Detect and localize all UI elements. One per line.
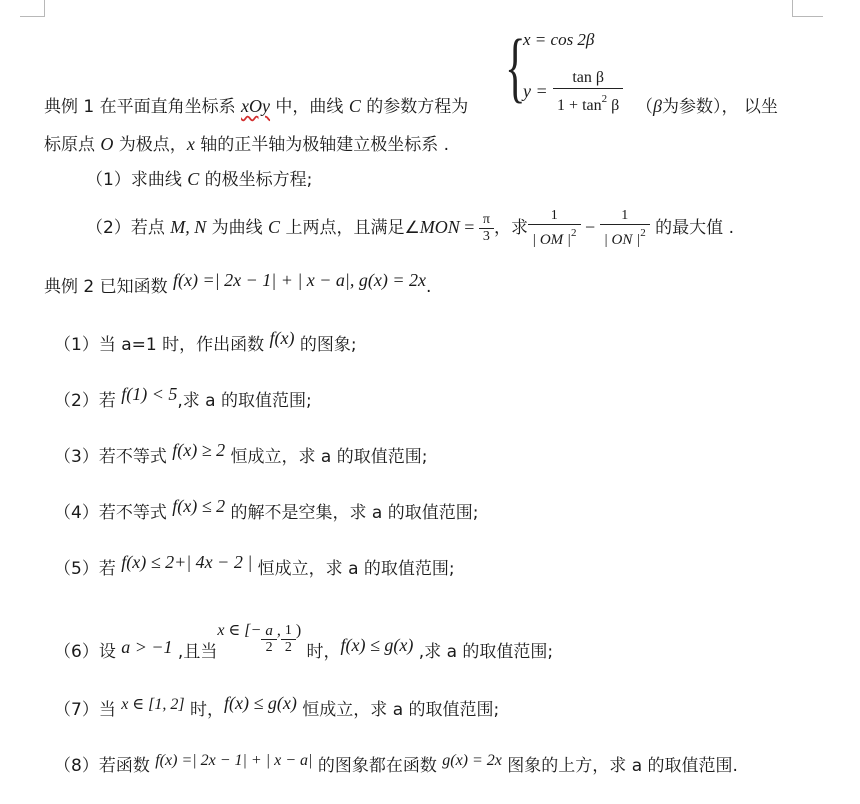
two-den-b: 2 <box>284 640 292 655</box>
item5-pre: （5）若 <box>54 559 122 579</box>
item3-pre: （3）若不等式 <box>54 447 173 467</box>
interval-comma: , <box>276 622 281 639</box>
q2-one-over-om-squared <box>528 208 581 249</box>
ex2-item-7 <box>54 693 500 722</box>
item8-post: 图象的上方，求 a 的取值范围. <box>501 756 738 776</box>
item5-math: f(x) ≤ 2+| 4x − 2 | <box>121 552 253 572</box>
q2-text-a: （2）若点 <box>86 218 171 238</box>
q2-one-over-on-squared <box>600 208 650 249</box>
margin-corner-mark-left <box>20 0 45 17</box>
q2-angle-mon: MON <box>419 217 460 237</box>
ex2-function-def: f(x) =| 2x − 1| + | x − a|, g(x) = 2x <box>173 270 426 290</box>
ex2-period: . <box>425 277 432 297</box>
q2-text-f: 的最大值 . <box>649 218 734 238</box>
curve-c-symbol: C <box>348 96 361 116</box>
param-x-equation: x = cos 2β <box>523 30 595 49</box>
den-pre: 1 + tan <box>557 97 602 114</box>
q2-text-d: 上两点，且满足∠ <box>280 218 420 238</box>
item2-post: ,求 a 的取值范围; <box>177 391 312 411</box>
ex1-question-1 <box>86 168 312 191</box>
den-exp: 2 <box>601 93 608 105</box>
item6-mid: ,且当 <box>172 642 218 662</box>
pi-numerator: π <box>479 212 494 229</box>
q1-curve-c: C <box>187 169 200 189</box>
ex2-label: 典例 2 已知函数 <box>44 277 174 297</box>
q2-text-e: ，求 <box>493 218 528 238</box>
item6-pre: （6）设 <box>54 642 122 662</box>
item6-post: ,求 a 的取值范围; <box>413 642 554 662</box>
line2-text-a: 标原点 <box>44 135 101 155</box>
den-post: β <box>607 97 620 114</box>
ex2-header <box>44 270 432 298</box>
ex2-item-1 <box>54 328 357 356</box>
q2-points-mn: M, N <box>170 217 207 237</box>
a-num: a <box>261 623 277 640</box>
x-axis-symbol: x <box>186 134 195 154</box>
param-y-denominator <box>553 89 623 116</box>
item1-post: 的图象; <box>294 335 357 355</box>
ex1-param-note <box>636 95 778 118</box>
xoy-symbol: xOy <box>241 96 271 116</box>
item7-mid: 时， <box>184 700 225 720</box>
one-numerator-b: 1 <box>600 208 650 225</box>
om-denominator <box>528 225 581 249</box>
two-den-a: 2 <box>265 640 273 655</box>
q1-text-a: （1）求曲线 <box>86 170 188 190</box>
item2-pre: （2）若 <box>54 391 122 411</box>
three-denominator: 3 <box>482 228 490 244</box>
q2-minus: − <box>580 217 600 237</box>
param-y-fraction <box>553 68 623 116</box>
interval-close: ) <box>295 622 302 639</box>
ex1-line-1 <box>44 95 468 118</box>
item7-pre: （7）当 <box>54 700 122 720</box>
item8-g-function: g(x) = 2x <box>442 752 502 769</box>
x-in-open: x ∈ [− <box>217 622 262 639</box>
ex2-item-5 <box>54 552 455 580</box>
q2-equals: = <box>459 217 479 237</box>
line2-text-c: 轴的正半轴为极轴建立极坐标系 . <box>194 135 450 155</box>
one-num: 1 <box>281 623 296 640</box>
parametric-equation-system <box>505 23 635 114</box>
item8-mid: 的图象都在函数 <box>312 756 443 776</box>
item7-inequality: f(x) ≤ g(x) <box>224 693 297 713</box>
item4-math: f(x) ≤ 2 <box>172 496 226 516</box>
item3-math: f(x) ≥ 2 <box>172 440 226 460</box>
item6-interval <box>217 620 301 656</box>
on-denominator <box>600 225 650 249</box>
item7-post: 恒成立，求 a 的取值范围; <box>296 700 500 720</box>
ex2-item-6 <box>54 622 554 678</box>
item2-math: f(1) < 5 <box>121 384 178 404</box>
ex2-item-2 <box>54 384 312 412</box>
ex1-text-a: 在平面直角坐标系 <box>94 97 242 117</box>
on-abs: | ON | <box>603 231 641 248</box>
item1-math: f(x) <box>269 328 295 348</box>
ex1-line-2 <box>44 133 449 156</box>
ex2-item-4 <box>54 496 479 524</box>
item8-function: f(x) =| 2x − 1| + | x − a| <box>155 752 313 769</box>
item4-pre: （4）若不等式 <box>54 503 173 523</box>
q1-text-b: 的极坐标方程; <box>199 170 313 190</box>
ex1-text-b: 中，曲线 <box>270 97 349 117</box>
beta-symbol: β <box>653 96 662 116</box>
item7-interval: x ∈ [1, 2] <box>121 696 185 713</box>
ex1-text-d: 的参数方程为 <box>360 97 469 117</box>
line2-text-b: 为极点， <box>113 135 187 155</box>
a-over-2 <box>261 623 277 656</box>
q2-text-b: 为曲线 <box>206 218 269 238</box>
one-over-2 <box>281 623 296 656</box>
ex2-item-8 <box>54 752 738 778</box>
param-y-equation <box>523 68 623 116</box>
item6-when: 时， <box>301 642 341 662</box>
ex2-item-3 <box>54 440 428 468</box>
om-abs: | OM | <box>531 231 572 248</box>
item3-post: 恒成立，求 a 的取值范围; <box>225 447 428 467</box>
param-y-lhs: y = <box>523 81 548 101</box>
origin-o-symbol: O <box>100 134 114 154</box>
item8-pre: （8）若函数 <box>54 756 156 776</box>
left-brace-icon: { <box>505 23 526 110</box>
ex1-question-2 <box>86 204 734 251</box>
item1-pre: （1）当 a=1 时，作出函数 <box>54 335 270 355</box>
param-y-numerator: tan β <box>553 68 623 89</box>
q2-pi-over-3 <box>479 212 494 245</box>
margin-corner-mark-right <box>792 0 823 17</box>
item6-condition: a > −1 <box>121 637 173 657</box>
paren-open: （ <box>636 97 653 117</box>
item6-inequality: f(x) ≤ g(x) <box>340 635 414 655</box>
ex1-label: 典例 1 <box>44 97 95 117</box>
item4-post: 的解不是空集，求 a 的取值范围; <box>225 503 479 523</box>
param-note-text: 为参数）， 以坐 <box>661 97 778 117</box>
on-exp: 2 <box>640 226 646 239</box>
item5-post: 恒成立，求 a 的取值范围; <box>252 559 455 579</box>
q2-curve-c: C <box>268 217 281 237</box>
one-numerator-a: 1 <box>528 208 581 225</box>
om-exp: 2 <box>571 226 577 239</box>
